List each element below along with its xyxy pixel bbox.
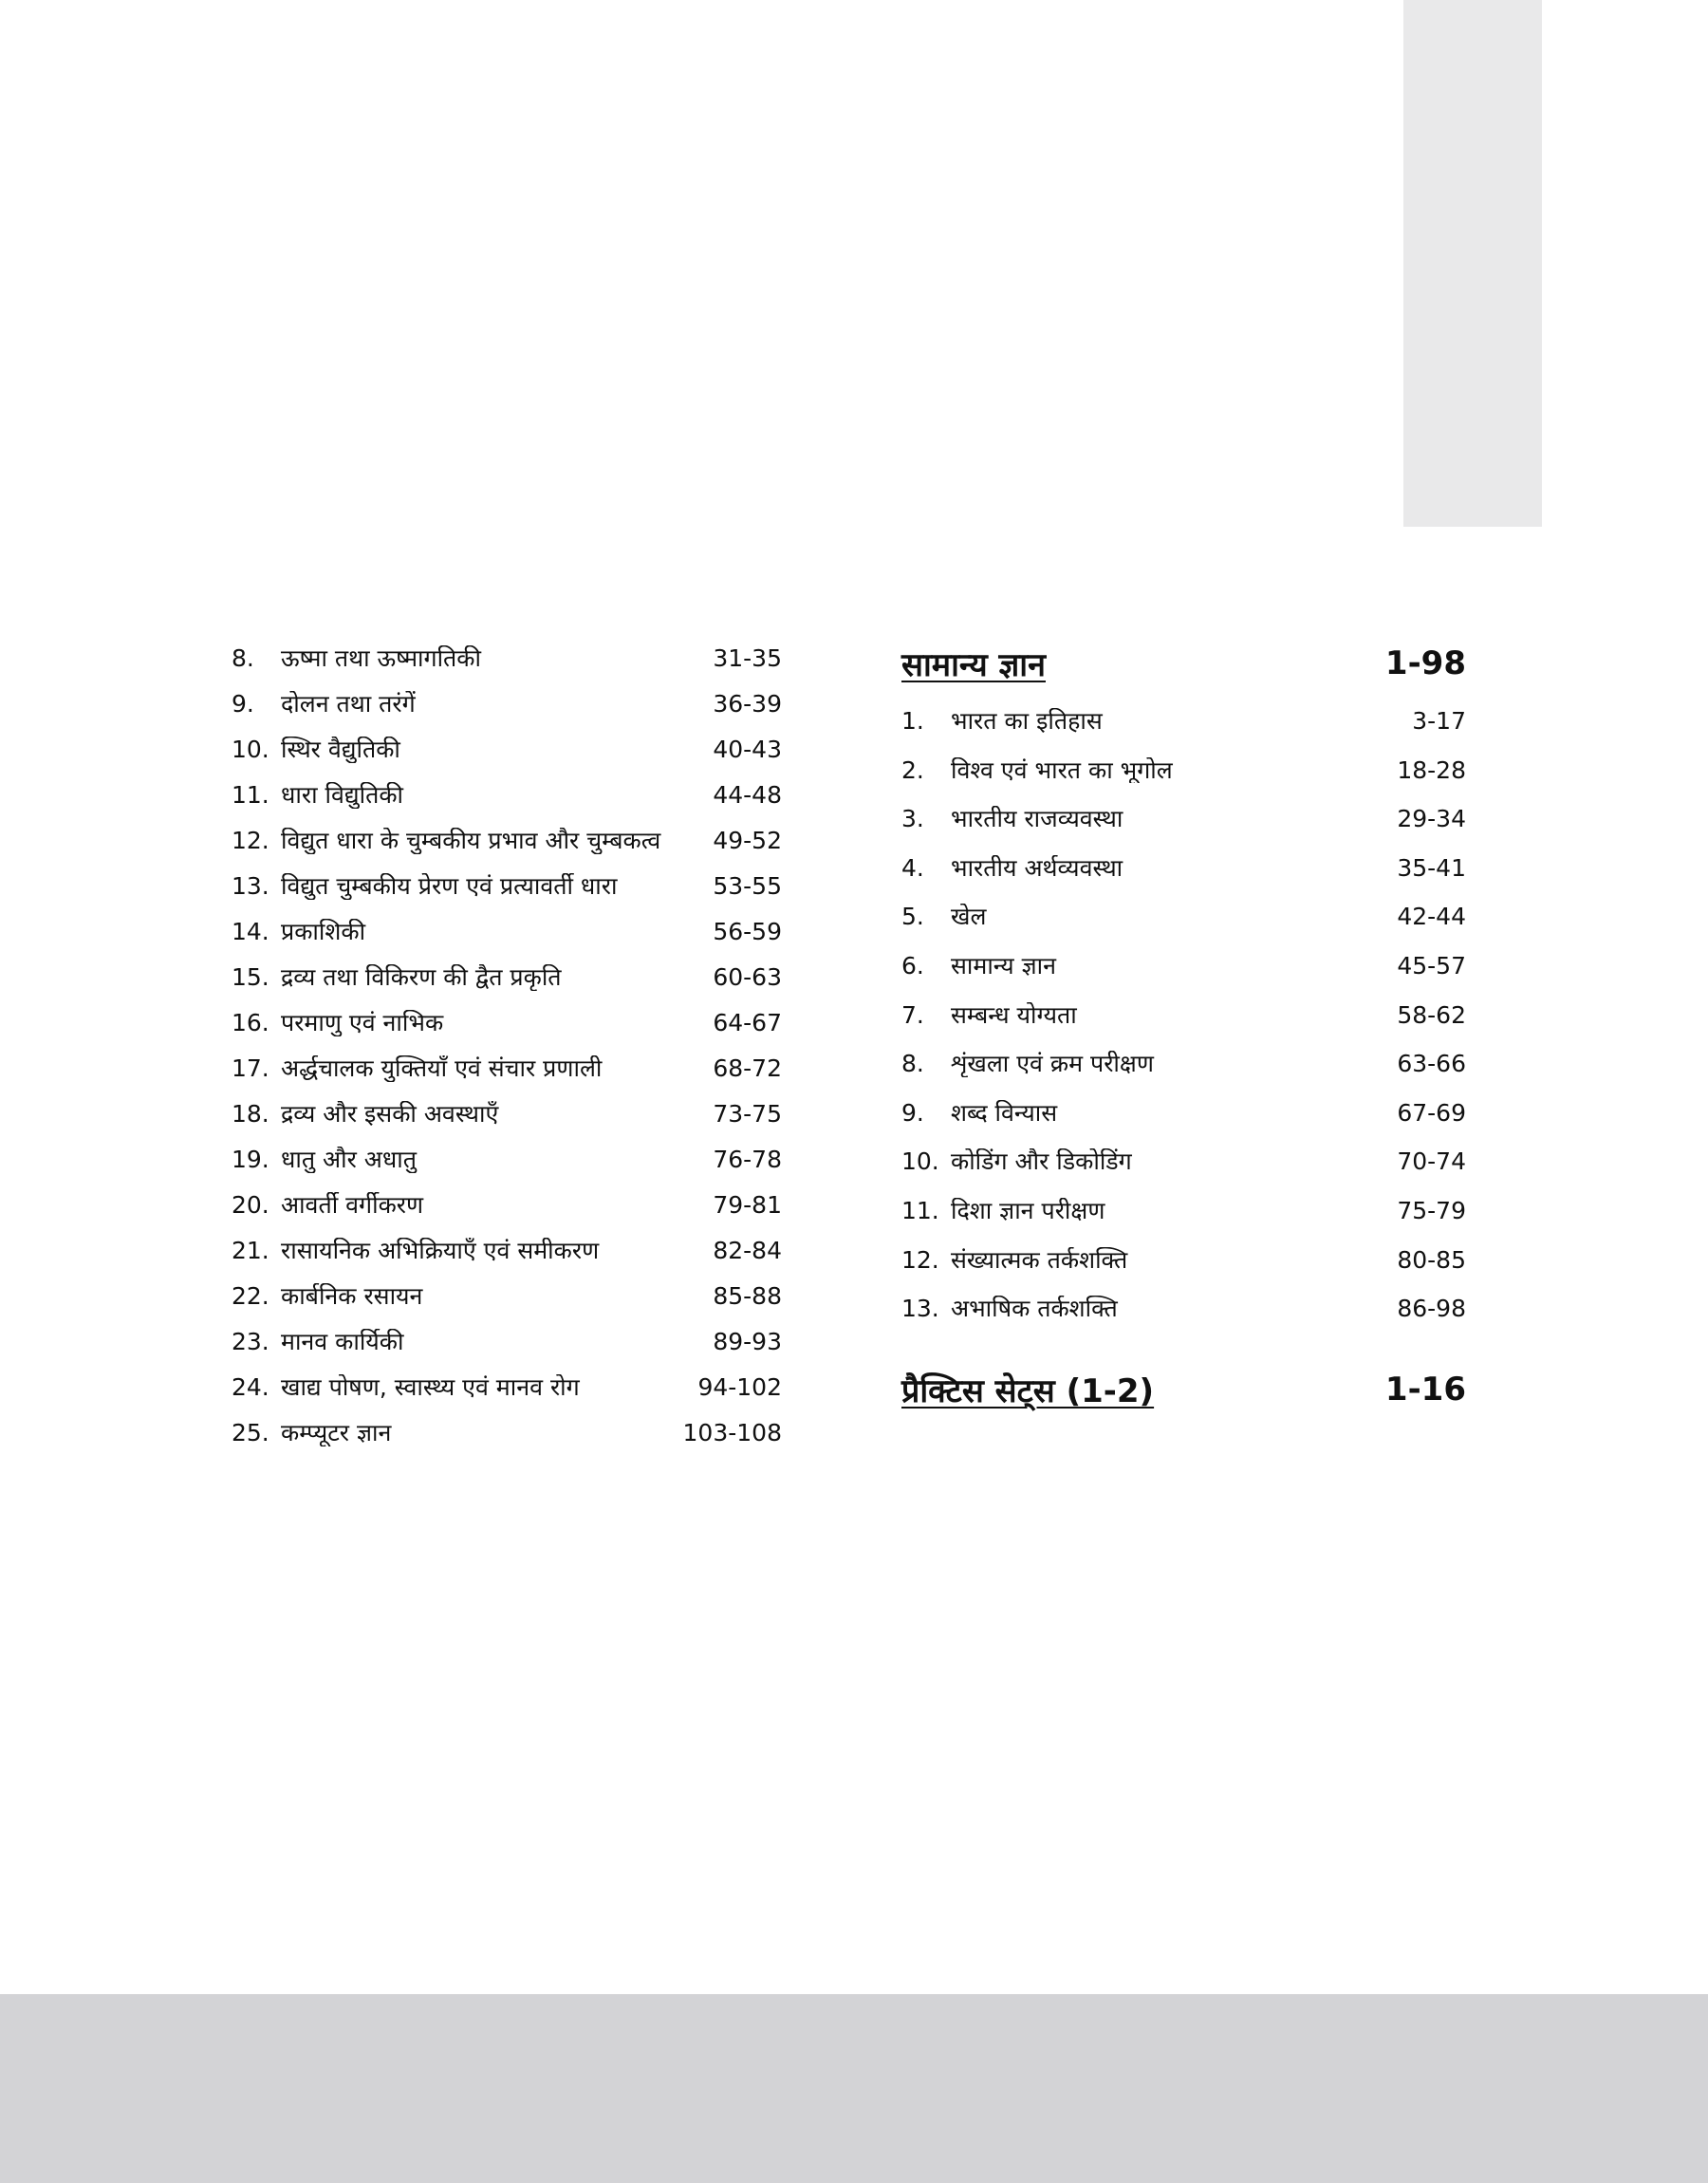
entry-number: 14. — [232, 918, 269, 946]
toc-entry[interactable] — [901, 844, 1466, 893]
entry-pages: 70-74 — [1397, 1147, 1466, 1176]
entry-number: 9. — [901, 1098, 924, 1127]
side-tab-decoration — [1403, 0, 1542, 527]
entry-number: 24. — [232, 1373, 269, 1402]
toc-entry[interactable] — [901, 1039, 1466, 1089]
entry-title: ऊष्मा तथा ऊष्मागतिकी — [281, 645, 481, 672]
entry-pages: 31-35 — [713, 644, 782, 673]
toc-entry[interactable] — [232, 909, 782, 955]
entry-pages: 40-43 — [713, 736, 782, 764]
entry-number: 12. — [232, 827, 269, 855]
entry-number: 12. — [901, 1245, 939, 1274]
entry-number: 20. — [232, 1191, 269, 1220]
entry-title: अर्द्धचालक युक्तियाँ एवं संचार प्रणाली — [281, 1055, 603, 1082]
toc-entry[interactable] — [232, 955, 782, 1000]
entry-number: 13. — [232, 872, 269, 901]
entry-number: 15. — [232, 963, 269, 992]
entry-title: खाद्य पोषण, स्वास्थ्य एवं मानव रोग — [281, 1374, 580, 1401]
entry-title: दिशा ज्ञान परीक्षण — [951, 1197, 1105, 1224]
toc-entry[interactable] — [232, 1183, 782, 1228]
entry-title: संख्यात्मक तर्कशक्ति — [951, 1246, 1128, 1274]
entry-title: विद्युत चुम्बकीय प्रेरण एवं प्रत्यावर्ती धारा — [281, 873, 618, 900]
section-title: प्रैक्टिस सेट्स (1-2) — [901, 1371, 1155, 1410]
entry-pages: 29-34 — [1397, 805, 1466, 833]
toc-entry[interactable] — [901, 892, 1466, 942]
entry-pages: 86-98 — [1397, 1295, 1466, 1323]
entry-number: 3. — [901, 805, 924, 833]
entry-title: कम्प्यूटर ज्ञान — [281, 1420, 392, 1446]
toc-entry[interactable] — [901, 1186, 1466, 1236]
entry-number: 19. — [232, 1146, 269, 1174]
entry-title: स्थिर वैद्युतिकी — [281, 737, 400, 763]
toc-entry[interactable] — [901, 746, 1466, 795]
entry-title: प्रकाशिकी — [281, 919, 366, 945]
entry-pages: 79-81 — [713, 1191, 782, 1220]
entry-pages: 18-28 — [1397, 756, 1466, 784]
entry-number: 11. — [901, 1196, 939, 1224]
entry-number: 18. — [232, 1100, 269, 1129]
entry-title: शृंखला एवं क्रम परीक्षण — [951, 1051, 1154, 1077]
entry-pages: 36-39 — [713, 690, 782, 718]
entry-pages: 85-88 — [713, 1282, 782, 1311]
entry-title: अभाषिक तर्कशक्ति — [951, 1296, 1118, 1322]
entry-number: 22. — [232, 1282, 269, 1311]
entry-title: कार्बनिक रसायन — [281, 1283, 423, 1310]
toc-right-column — [901, 636, 1466, 1417]
entry-number: 16. — [232, 1009, 269, 1037]
toc-entry[interactable] — [901, 942, 1466, 991]
entry-pages: 44-48 — [713, 781, 782, 810]
entry-number: 8. — [232, 644, 254, 673]
entry-title: आवर्ती वर्गीकरण — [281, 1192, 424, 1219]
entry-number: 8. — [901, 1050, 924, 1078]
entry-title: भारतीय अर्थव्यवस्था — [951, 854, 1123, 882]
entry-pages: 56-59 — [713, 918, 782, 946]
entry-title: खेल — [951, 904, 987, 930]
toc-entry[interactable] — [232, 864, 782, 909]
entry-pages: 3-17 — [1412, 707, 1466, 736]
entry-number: 13. — [901, 1295, 939, 1323]
entry-number: 5. — [901, 903, 924, 931]
toc-entry[interactable] — [232, 773, 782, 818]
toc-entry[interactable] — [232, 1228, 782, 1274]
entry-title: कोडिंग और डिकोडिंग — [951, 1148, 1132, 1175]
toc-entry[interactable] — [232, 1000, 782, 1046]
entry-number: 17. — [232, 1054, 269, 1083]
toc-entry[interactable] — [901, 1089, 1466, 1138]
entry-number: 25. — [232, 1419, 269, 1447]
entry-pages: 73-75 — [713, 1100, 782, 1129]
section-heading-practice-sets[interactable] — [901, 1362, 1466, 1417]
entry-title: विद्युत धारा के चुम्बकीय प्रभाव और चुम्बकत्व — [281, 828, 661, 854]
entry-number: 9. — [232, 690, 254, 718]
entry-pages: 53-55 — [713, 872, 782, 901]
entry-title: द्रव्य तथा विकिरण की द्वैत प्रकृति — [281, 964, 562, 991]
entry-pages: 45-57 — [1397, 952, 1466, 980]
entry-title: भारतीय राजव्यवस्था — [951, 806, 1123, 832]
entry-title: दोलन तथा तरंगें — [281, 691, 416, 718]
entry-title: मानव कार्यिकी — [281, 1329, 404, 1355]
entry-number: 11. — [232, 781, 269, 810]
toc-entry[interactable] — [232, 681, 782, 727]
entry-pages: 42-44 — [1397, 903, 1466, 931]
entry-title: सामान्य ज्ञान — [951, 953, 1056, 980]
entry-pages: 80-85 — [1397, 1245, 1466, 1274]
entry-pages: 64-67 — [713, 1009, 782, 1037]
toc-entry[interactable] — [232, 818, 782, 864]
section-title: सामान्य ज्ञान — [901, 646, 1046, 684]
section-heading-general-knowledge[interactable] — [901, 636, 1466, 691]
entry-title: रासायनिक अभिक्रियाएँ एवं समीकरण — [281, 1238, 600, 1264]
entry-title: विश्व एवं भारत का भूगोल — [951, 756, 1173, 784]
toc-entry[interactable] — [232, 1137, 782, 1183]
toc-entry[interactable] — [232, 1274, 782, 1319]
toc-entry[interactable] — [901, 1284, 1466, 1334]
entry-number: 2. — [901, 756, 924, 784]
entry-pages: 58-62 — [1397, 1000, 1466, 1029]
entry-pages: 76-78 — [713, 1146, 782, 1174]
toc-left-column — [232, 636, 782, 1456]
entry-title: शब्द विन्यास — [951, 1099, 1058, 1127]
toc-entry[interactable] — [901, 794, 1466, 844]
entry-number: 6. — [901, 952, 924, 980]
entry-title: परमाणु एवं नाभिक — [281, 1010, 444, 1036]
toc-entry[interactable] — [232, 1319, 782, 1365]
entry-pages: 89-93 — [713, 1328, 782, 1356]
toc-entry[interactable] — [901, 1236, 1466, 1285]
entry-title: द्रव्य और इसकी अवस्थाएँ — [281, 1101, 499, 1128]
section-pages: 1-98 — [1384, 644, 1466, 682]
entry-number: 23. — [232, 1328, 269, 1356]
toc-entry[interactable] — [232, 1410, 782, 1456]
entry-pages: 94-102 — [697, 1373, 782, 1402]
toc-entry[interactable] — [232, 1365, 782, 1410]
entry-pages: 82-84 — [713, 1237, 782, 1265]
entry-pages: 68-72 — [713, 1054, 782, 1083]
entry-title: सम्बन्ध योग्यता — [951, 1001, 1077, 1029]
toc-entry[interactable] — [901, 697, 1466, 746]
section-pages: 1-16 — [1384, 1370, 1466, 1409]
toc-entry[interactable] — [901, 1137, 1466, 1186]
toc-entry[interactable] — [232, 1092, 782, 1137]
entry-pages: 103-108 — [682, 1419, 782, 1447]
entry-number: 1. — [901, 707, 924, 736]
entry-number: 10. — [901, 1147, 939, 1176]
entry-number: 10. — [232, 736, 269, 764]
toc-entry[interactable] — [901, 991, 1466, 1040]
toc-entry[interactable] — [232, 727, 782, 773]
toc-entry[interactable] — [232, 636, 782, 681]
toc-entry[interactable] — [232, 1046, 782, 1092]
entry-title: भारत का इतिहास — [951, 708, 1103, 735]
entry-pages: 63-66 — [1397, 1050, 1466, 1078]
entry-title: धारा विद्युतिकी — [281, 782, 404, 809]
entry-pages: 35-41 — [1397, 853, 1466, 882]
entry-number: 21. — [232, 1237, 269, 1265]
footer-band — [0, 1994, 1708, 2183]
entry-number: 4. — [901, 853, 924, 882]
entry-pages: 67-69 — [1397, 1098, 1466, 1127]
entry-number: 7. — [901, 1000, 924, 1029]
entry-pages: 49-52 — [713, 827, 782, 855]
entry-pages: 75-79 — [1397, 1196, 1466, 1224]
entry-title: धातु और अधातु — [281, 1147, 417, 1173]
entry-pages: 60-63 — [713, 963, 782, 992]
